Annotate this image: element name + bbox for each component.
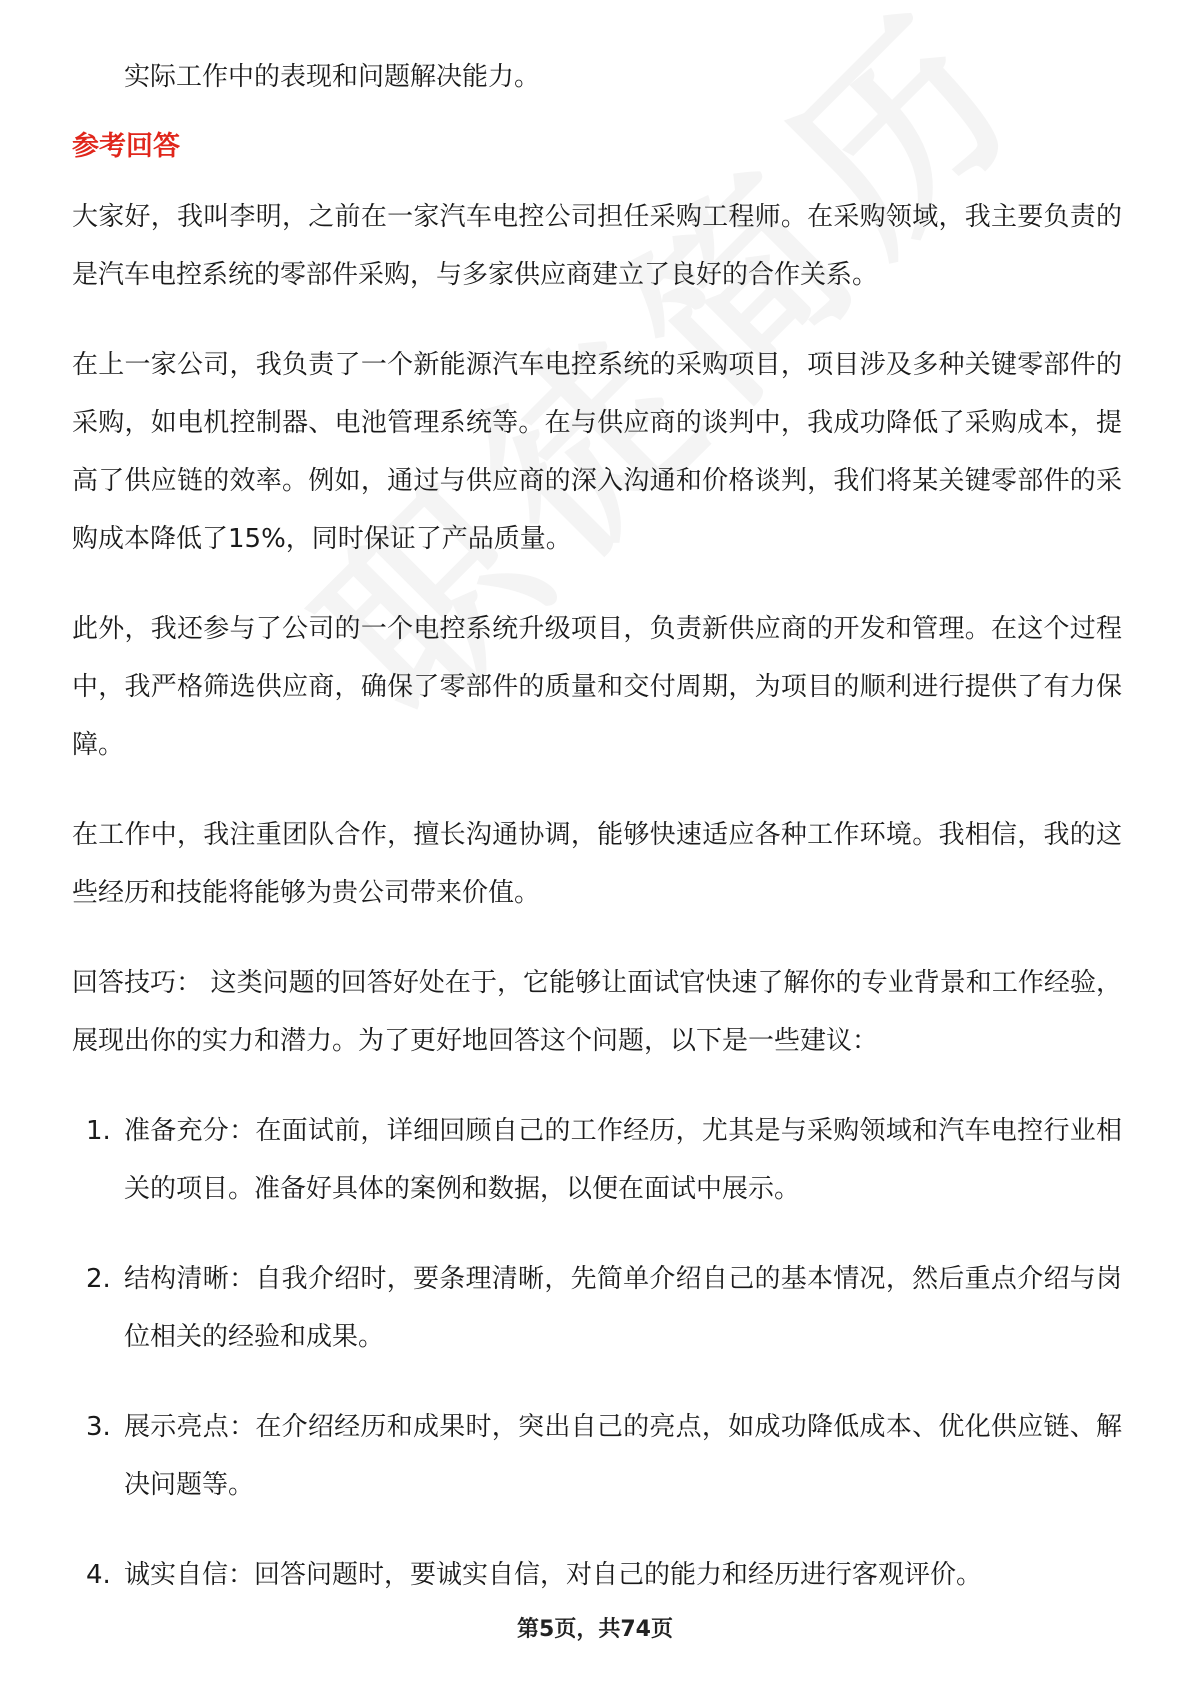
list-item-text: 准备充分：在面试前，详细回顾自己的工作经历，尤其是与采购领域和汽车电控行业相关的项目。准备好具体的案例和数据，以便在面试中展示。	[124, 1116, 1122, 1204]
page-content	[72, 48, 1122, 1636]
list-item	[72, 1102, 1122, 1218]
list-item-text: 诚实自信：回答问题时，要诚实自信，对自己的能力和经历进行客观评价。	[124, 1560, 983, 1590]
list-item-text: 结构清晰：自我介绍时，要条理清晰，先简单介绍自己的基本情况，然后重点介绍与岗位相关的经验和成果。	[124, 1264, 1122, 1352]
list-item	[72, 1250, 1122, 1366]
section-title: 参考回答	[72, 131, 180, 162]
paragraph-tips-intro: 回答技巧： 这类问题的回答好处在于，它能够让面试官快速了解你的专业背景和工作经验，展现出你的实力和潜力。为了更好地回答这个问题，以下是一些建议：	[72, 968, 1122, 1056]
intro-tail-text: 实际工作中的表现和问题解决能力。	[124, 62, 541, 92]
paragraph-project: 在上一家公司，我负责了一个新能源汽车电控系统的采购项目，项目涉及多种关键零部件的采购，如电机控制器、电池管理系统等。在与供应商的谈判中，我成功降低了采购成本，提高了供应链的效率。例如，通过与供应商的深入沟通和价格谈判，我们将某关键零部件的采购成本降低了15%，同时保证了产品质量。	[72, 350, 1122, 554]
paragraph-intro: 大家好，我叫李明，之前在一家汽车电控公司担任采购工程师。在采购领域，我主要负责的是汽车电控系统的零部件采购，与多家供应商建立了良好的合作关系。	[72, 202, 1122, 290]
list-item	[72, 1398, 1122, 1514]
list-number: 3.	[86, 1412, 111, 1442]
paragraph-upgrade: 此外，我还参与了公司的一个电控系统升级项目，负责新供应商的开发和管理。在这个过程中，我严格筛选供应商，确保了零部件的质量和交付周期，为项目的顺利进行提供了有力保障。	[72, 614, 1122, 760]
list-item-text: 展示亮点：在介绍经历和成果时，突出自己的亮点，如成功降低成本、优化供应链、解决问题等。	[124, 1412, 1122, 1500]
page-footer: 第5页，共74页	[517, 1617, 673, 1642]
list-number: 2.	[86, 1264, 111, 1294]
list-number: 4.	[86, 1560, 111, 1590]
paragraph-teamwork: 在工作中，我注重团队合作，擅长沟通协调，能够快速适应各种工作环境。我相信，我的这些经历和技能将能够为贵公司带来价值。	[72, 820, 1122, 908]
tips-list	[72, 1102, 1122, 1604]
list-item	[72, 1546, 1122, 1604]
list-number: 1.	[86, 1116, 111, 1146]
